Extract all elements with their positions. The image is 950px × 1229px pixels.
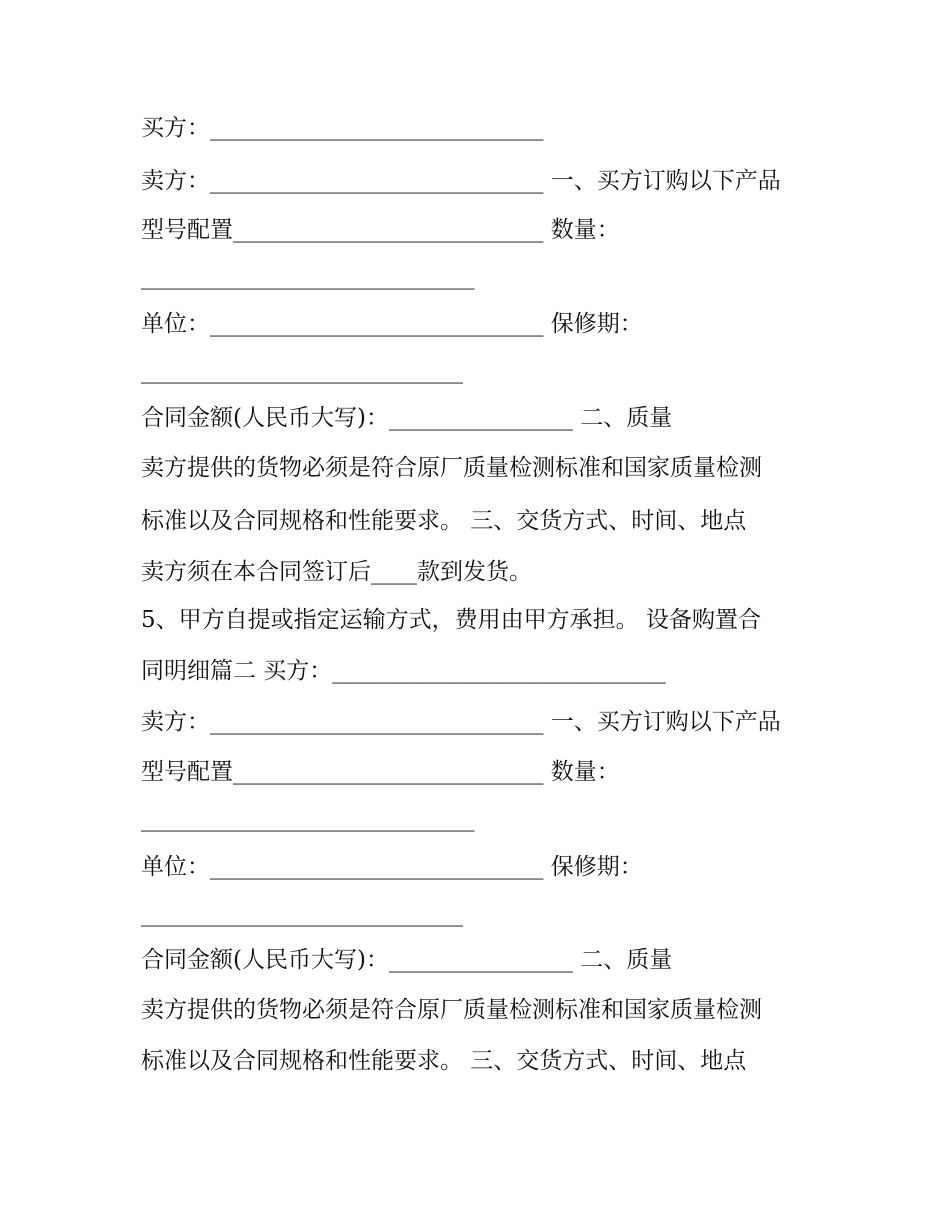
text-line: 标准以及合同规格和性能要求。 三、交货方式、时间、地点 [141, 508, 747, 534]
text-line: 合同金额(人民币大写)：________________ 二、质量 [141, 947, 673, 973]
text-line: 单位：_____________________________ 保修期： [141, 311, 643, 337]
text-line: _____________________________ [141, 806, 475, 832]
text-line: 买方：_____________________________ [141, 115, 544, 141]
text-line: _____________________________ [141, 264, 475, 290]
text-line: 卖方提供的货物必须是符合原厂质量检测标准和国家质量检测 [141, 455, 762, 481]
text-line: 卖方：_____________________________ 一、买方订购以下产品 [141, 168, 781, 194]
text-line: ____________________________ [141, 358, 463, 384]
text-line: 单位：_____________________________ 保修期： [141, 854, 643, 880]
text-line: 卖方：_____________________________ 一、买方订购以下产品 [141, 709, 781, 735]
text-line: 型号配置___________________________ 数量： [141, 759, 620, 785]
text-line: 合同金额(人民币大写)：________________ 二、质量 [141, 405, 673, 431]
text-line: 5、甲方自提或指定运输方式，费用由甲方承担。 设备购置合 [141, 607, 761, 633]
text-line: 同明细篇二 买方：_____________________________ [141, 658, 666, 684]
text-line: 卖方须在本合同签订后____款到发货。 [141, 559, 532, 585]
text-line: ____________________________ [141, 901, 463, 927]
text-line: 卖方提供的货物必须是符合原厂质量检测标准和国家质量检测 [141, 997, 762, 1023]
text-line: 型号配置___________________________ 数量： [141, 217, 620, 243]
text-line: 标准以及合同规格和性能要求。 三、交货方式、时间、地点 [141, 1048, 747, 1074]
